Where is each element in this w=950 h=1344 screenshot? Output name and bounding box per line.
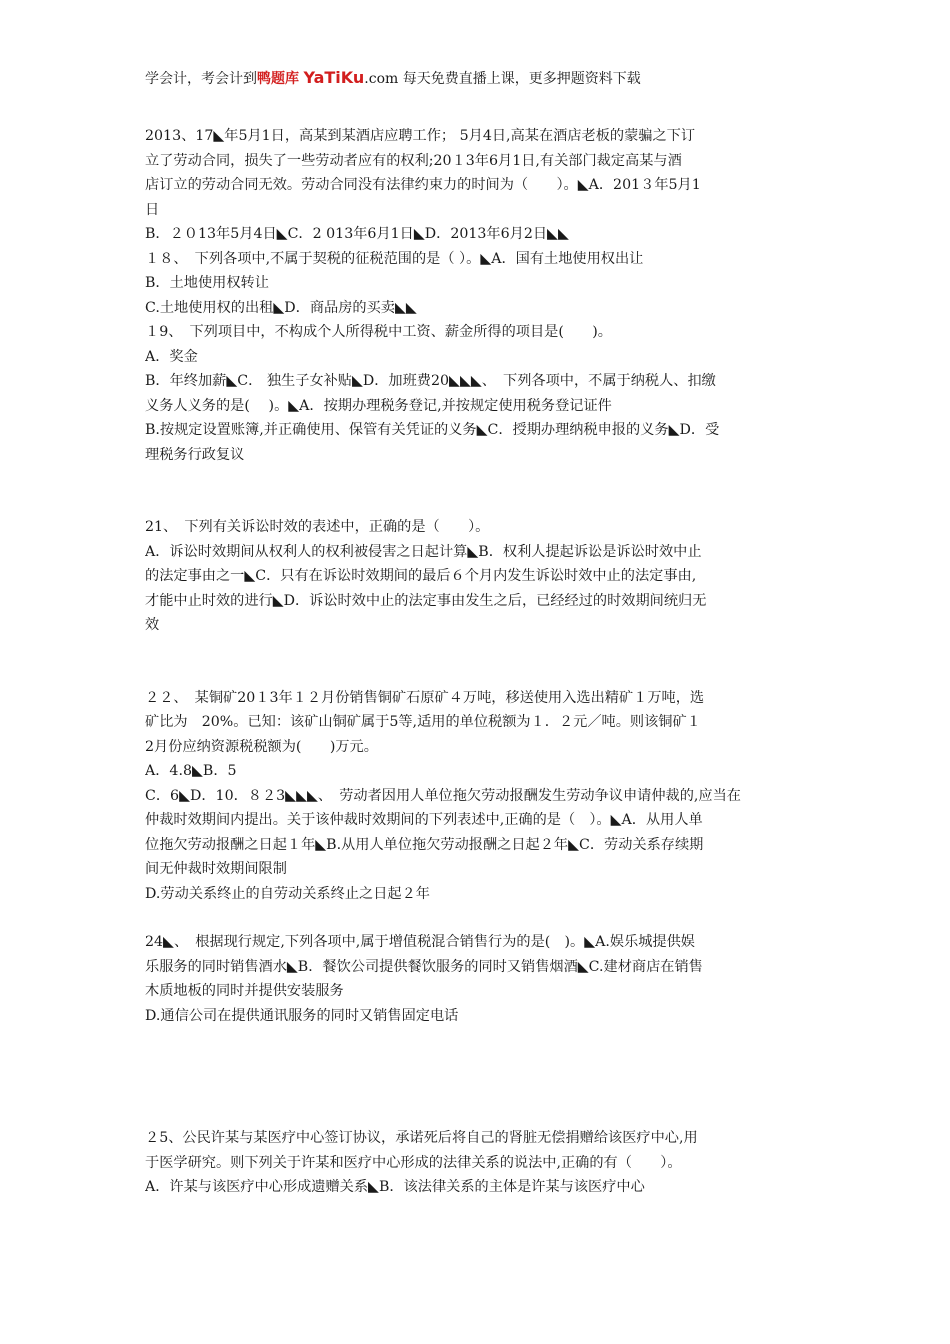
text-line: 义务人义务的是( )。◣A．按期办理税务登记,并按规定使用税务登记证件 [145, 397, 612, 414]
document-body [145, 124, 810, 1200]
text-line: D.通信公司在提供通讯服务的同时又销售固定电话 [145, 1007, 459, 1024]
text-line: 理税务行政复议 [145, 446, 245, 463]
text-line: 的法定事由之一◣C．只有在诉讼时效期间的最后６个月内发生诉讼时效中止的法定事由, [145, 568, 697, 584]
text-line: １８、 下列各项中,不属于契税的征税范围的是（ ）。◣A．国有土地使用权出让 [145, 250, 644, 267]
header-suffix: .com 每天免费直播上课，更多押题资料下载 [364, 71, 641, 87]
text-line: 矿比为 20%。已知：该矿山铜矿属于5等,适用的单位税额为１．２元／吨。则该铜矿１ [145, 714, 701, 730]
text-line: A．诉讼时效期间从权利人的权利被侵害之日起计算◣B．权利人提起诉讼是诉讼时效中止 [145, 543, 702, 560]
text-line: 2月份应纳资源税税额为( )万元。 [145, 738, 378, 755]
page-header [145, 68, 641, 89]
text-line: B．２０13年5月4日◣C．2 013年6月1日◣D．2013年6月2日◣◣ [145, 226, 569, 242]
text-line: B．年终加薪◣C． 独生子女补贴◣D．加班费20◣◣◣、 下列各项中，不属于纳税人、扣缴 [145, 373, 716, 389]
brand-name-cn: 鸭题库 [257, 71, 299, 87]
text-line: ２２、 某铜矿20１3年１２月份销售铜矿石原矿４万吨，移送使用入选出精矿１万吨，选 [145, 689, 705, 706]
text-line: 才能中止时效的进行◣D．诉讼时效中止的法定事由发生之后，已经经过的时效期间统归无 [145, 592, 707, 609]
text-line: 仲裁时效期间内提出。关于该仲裁时效期间的下列表述中,正确的是（ ）。◣A．从用人单 [145, 812, 703, 828]
question-block [145, 124, 810, 467]
text-line: 店订立的劳动合同无效。劳动合同没有法律约束力的时间为（ ）。◣A．201３年5月1 [145, 177, 701, 193]
text-line: C．6◣D．10．８２3◣◣◣、 劳动者因用人单位拖欠劳动报酬发生劳动争议申请仲裁的,应当在 [145, 787, 741, 804]
text-line: A．4.8◣B．5 [145, 763, 237, 779]
text-line: 21、 下列有关诉讼时效的表述中，正确的是（ ）。 [145, 519, 490, 535]
question-block [145, 686, 810, 907]
text-line: A．许某与该医疗中心形成遗赠关系◣B．该法律关系的主体是许某与该医疗中心 [145, 1179, 645, 1195]
text-line: 2013、17◣年5月1日，高某到某酒店应聘工作； 5月4日,高某在酒店老板的蒙骗之下订 [145, 128, 696, 144]
question-block [145, 930, 810, 1028]
text-line: 木质地板的同时并提供安装服务 [145, 983, 344, 999]
text-line: 24◣、 根据现行规定,下列各项中,属于增值税混合销售行为的是( )。◣A.娱乐城提供娱 [145, 934, 695, 950]
text-line: 乐服务的同时销售酒水◣B．餐饮公司提供餐饮服务的同时又销售烟酒◣C.建材商店在销售 [145, 958, 703, 975]
question-block [145, 515, 810, 638]
text-line: B．土地使用权转让 [145, 275, 269, 291]
text-line: 效 [145, 617, 160, 633]
brand-name-en: YaTiKu [303, 68, 365, 87]
text-line: １9、 下列项目中，不构成个人所得税中工资、薪金所得的项目是( )。 [145, 324, 612, 340]
question-block [145, 1126, 810, 1200]
text-line: 立了劳动合同，损失了一些劳动者应有的权利;20１3年6月1日,有关部门裁定高某与酒 [145, 152, 682, 169]
text-line: 日 [145, 201, 160, 218]
text-line: 位拖欠劳动报酬之日起１年◣B.从用人单位拖欠劳动报酬之日起２年◣C．劳动关系存续期 [145, 836, 704, 853]
text-line: D.劳动关系终止的自劳动关系终止之日起２年 [145, 885, 430, 902]
text-line: B.按规定设置账簿,并正确使用、保管有关凭证的义务◣C．授期办理纳税申报的义务◣D．受 [145, 422, 720, 438]
header-prefix: 学会计，考会计到 [145, 71, 257, 87]
text-line: A．奖金 [145, 348, 198, 365]
text-line: ２5、公民许某与某医疗中心签订协议，承诺死后将自己的肾脏无偿捐赠给该医疗中心,用 [145, 1130, 698, 1146]
text-line: 间无仲裁时效期间限制 [145, 861, 287, 877]
text-line: C.土地使用权的出租◣D．商品房的买卖◣◣ [145, 299, 417, 316]
text-line: 于医学研究。则下列关于许某和医疗中心形成的法律关系的说法中,正确的有（ ）。 [145, 1154, 682, 1171]
